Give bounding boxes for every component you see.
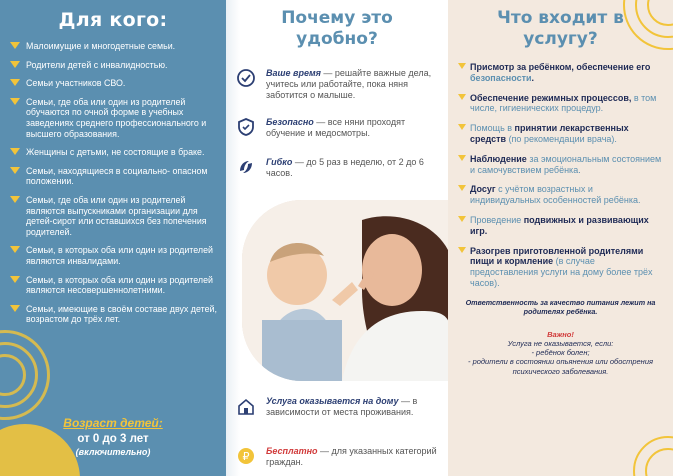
triangle-bullet-icon <box>458 63 466 69</box>
list-item: Семьи, где оба или один из родителей обучаются по очной форме в учебных заведениях среднего профессионального и высшего образования. <box>10 97 218 139</box>
list-item: Семьи участников СВО. <box>10 78 218 89</box>
triangle-bullet-icon <box>458 155 466 161</box>
triangle-bullet-icon <box>10 276 20 283</box>
responsibility-note: Ответственность за качество питания лежит на родителях ребёнка. <box>465 297 656 316</box>
important-note: Важно! Услуга не оказывается, если: - ребёнок болен; - родители в состоянии опьянения или обострения психического заболевания. <box>467 329 653 376</box>
age-block <box>0 416 226 457</box>
list-item: Семьи, в которых оба или один из родителей являются инвалидами. <box>10 245 218 266</box>
list-item: Проведение подвижных и развивающих игр. <box>458 215 665 237</box>
list-item: Родители детей с инвалидностью. <box>10 60 218 71</box>
list-item: Помощь в принятии лекарственных средств (по рекомендации врача). <box>458 123 665 145</box>
feature-item: Ваше время — решайте важные дела, учитесь или работайте, пока няня заботится о малыше. <box>226 68 448 101</box>
feature-item: Гибко — до 5 раз в неделю, от 2 до 6 часов. <box>226 157 448 179</box>
feature-item: Безопасно — все няни проходят обучение и медосмотры. <box>226 117 448 139</box>
nanny-child-photo <box>242 200 448 381</box>
house-icon <box>236 396 256 416</box>
triangle-bullet-icon <box>10 305 20 312</box>
age-range: от 0 до 3 лет <box>77 433 149 445</box>
target-list <box>0 41 226 325</box>
list-item: Семьи, где оба или один из родителей являются выпускниками организации для детей-сирот или оставшихся без попечения родителей. <box>10 195 218 237</box>
flexible-icon <box>236 157 256 177</box>
triangle-bullet-icon <box>10 167 20 174</box>
triangle-bullet-icon <box>458 94 466 100</box>
triangle-bullet-icon <box>10 196 20 203</box>
list-item: Семьи, находящиеся в социально- опасном положении. <box>10 166 218 187</box>
service-list <box>448 62 673 289</box>
triangle-bullet-icon <box>458 216 466 222</box>
benefits-panel <box>226 0 448 476</box>
triangle-bullet-icon <box>10 42 20 49</box>
triangle-bullet-icon <box>10 148 20 155</box>
service-contents-panel <box>448 0 673 476</box>
triangle-bullet-icon <box>458 247 466 253</box>
clock-check-icon <box>236 68 256 88</box>
list-item: Женщины с детьми, не состоящие в браке. <box>10 147 218 158</box>
list-item: Семьи, в которых оба или один из родителей являются несовершеннолетними. <box>10 275 218 296</box>
list-item: Присмотр за ребёнком, обеспечение его безопасности. <box>458 62 665 84</box>
list-item: Обеспечение режимных процессов, в том числе, гигиенических процедур. <box>458 93 665 115</box>
feature-item: Услуга оказывается на дому — в зависимости от места проживания. <box>226 396 448 418</box>
list-item: Наблюдение за эмоциональным состоянием и самочувствием ребёнка. <box>458 154 665 176</box>
list-item: Досуг с учётом возрастных и индивидуальных особенностей ребёнка. <box>458 184 665 206</box>
age-note: (включительно) <box>75 447 151 457</box>
triangle-bullet-icon <box>10 79 20 86</box>
list-item: Малоимущие и многодетные семьи. <box>10 41 218 52</box>
triangle-bullet-icon <box>10 98 20 105</box>
feature-item: ₽ Бесплатно — для указанных категорий граждан. <box>226 446 448 468</box>
triangle-bullet-icon <box>10 61 20 68</box>
triangle-bullet-icon <box>458 185 466 191</box>
list-item: Семьи, имеющие в своём составе двух детей, возрастом до трёх лет. <box>10 304 218 325</box>
triangle-bullet-icon <box>458 124 466 130</box>
age-label: Возраст детей: <box>63 416 163 430</box>
shield-check-icon <box>236 117 256 137</box>
target-groups-panel <box>0 0 226 476</box>
list-item: Разогрев приготовленной родителями пищи и кормление (в случае предоставления услуги на дому более трёх часов). <box>458 246 665 289</box>
svg-text:₽: ₽ <box>242 450 250 463</box>
triangle-bullet-icon <box>10 246 20 253</box>
section-title: Почему это удобно? <box>281 8 393 49</box>
ruble-icon <box>236 446 256 466</box>
section-title: Для кого: <box>58 9 168 31</box>
section-title: Что входит в услугу? <box>497 8 624 49</box>
